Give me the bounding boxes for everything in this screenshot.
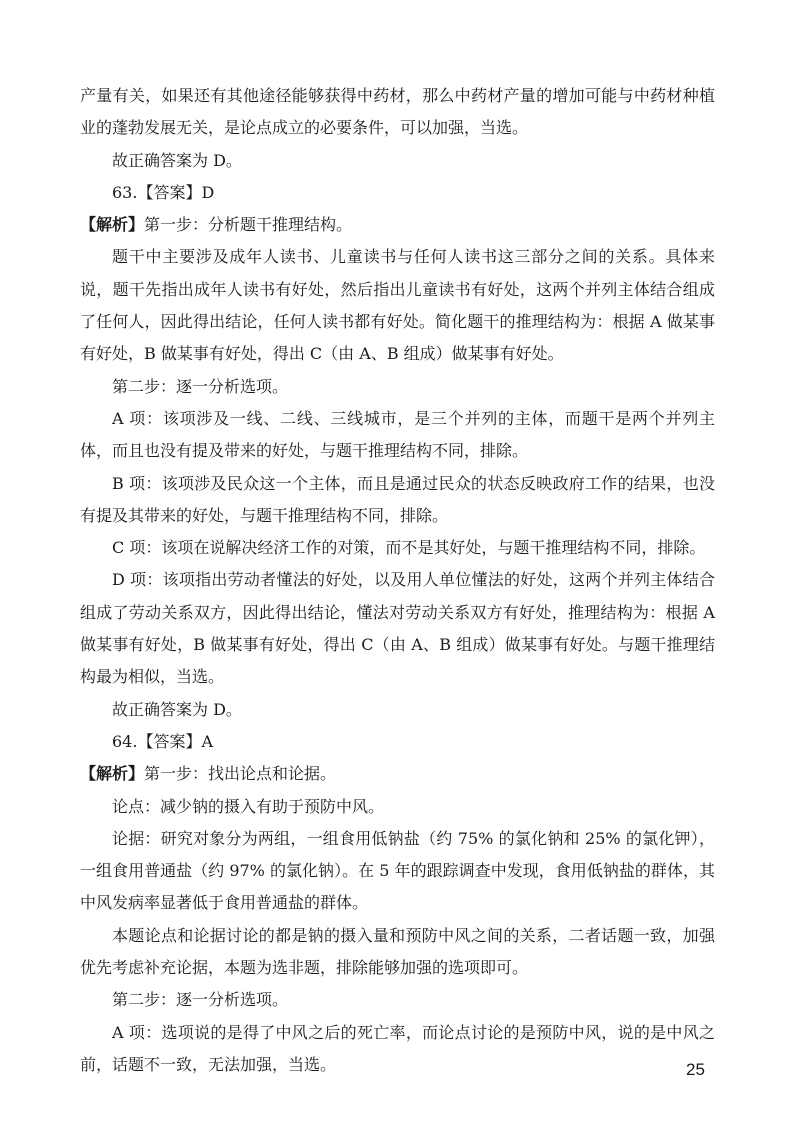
- analysis-step1-64: [80, 758, 715, 790]
- page-number: 25: [686, 1060, 705, 1079]
- answer-conclusion-62: 故正确答案为 D。: [112, 150, 242, 170]
- relation-64: 本题论点和论据讨论的都是钠的摄入量和预防中风之间的关系，二者话题一致，加强优先考虑补充论据，本题为选非题，排除能够加强的选项即可。: [80, 925, 715, 978]
- answer-heading-64: 64.【答案】A: [112, 731, 214, 751]
- paragraph-continuation: 产量有关，如果还有其他途径能够获得中药材，那么中药材产量的增加可能与中药材种植业的蓬勃发展无关，是论点成立的必要条件，可以加强，当选。: [80, 86, 715, 138]
- option-b-63: B 项：该项涉及民众这一个主体，而且是通过民众的状态反映政府工作的结果，也没有提及其带来的好处，与题干推理结构不同，排除。: [80, 473, 715, 525]
- analysis-step1-63: [80, 209, 715, 241]
- paragraph-structure-63: 题干中主要涉及成年人读书、儿童读书与任何人读书这三部分之间的关系。具体来说，题干先指出成年人读书有好处，然后指出儿童读书有好处，这两个并列主体结合组成了任何人，因此得出结论，任何人读书都有好处。简化题干的推理结构为：根据 A 做某事有好处，B 做某事有好处，得出 C（由 A、B 组成）做某事有好处。: [80, 247, 715, 364]
- analysis-step2-64: 第二步：逐一分析选项。: [112, 990, 289, 1010]
- option-c-63: C 项：该项在说解决经济工作的对策，而不是其好处，与题干推理结构不同，排除。: [112, 538, 706, 558]
- analysis-step2-63: 第二步：逐一分析选项。: [112, 376, 289, 396]
- evidence-64: 论据：研究对象分为两组，一组食用低钠盐（约 75% 的氯化钠和 25% 的氯化钾），一组食用普通盐（约 97% 的氯化钠）。在 5 年的跟踪调查中发现，食用低钠盐的群体，其中风发病率显著低于食用普通盐的群体。: [80, 828, 715, 913]
- analysis-step-text: 第一步：找出论点和论据。: [144, 764, 337, 784]
- body-text: [80, 80, 715, 1081]
- option-d-63: D 项：该项指出劳动者懂法的好处，以及用人单位懂法的好处，这两个并列主体结合组成了劳动关系双方，因此得出结论，懂法对劳动关系双方有好处，推理结构为：根据 A 做某事有好处，B 做某事有好处，得出 C（由 A、B 组成）做某事有好处。与题干推理结构最为相似，当选。: [80, 570, 715, 687]
- option-a-64: A 项：选项说的是得了中风之后的死亡率，而论点讨论的是预防中风，说的是中风之前，话题不一致，无法加强，当选。: [80, 1022, 715, 1074]
- option-a-63: A 项：该项涉及一线、二线、三线城市，是三个并列的主体，而题干是两个并列主体，而且也没有提及带来的好处，与题干推理结构不同，排除。: [80, 408, 715, 461]
- analysis-label: 【解析】: [80, 764, 145, 784]
- answer-conclusion-63: 故正确答案为 D。: [112, 699, 242, 719]
- analysis-step-text: 第一步：分析题干推理结构。: [144, 215, 353, 235]
- answer-heading-63: 63.【答案】D: [112, 182, 215, 202]
- analysis-label: 【解析】: [80, 215, 145, 235]
- thesis-64: 论点：减少钠的摄入有助于预防中风。: [112, 796, 385, 816]
